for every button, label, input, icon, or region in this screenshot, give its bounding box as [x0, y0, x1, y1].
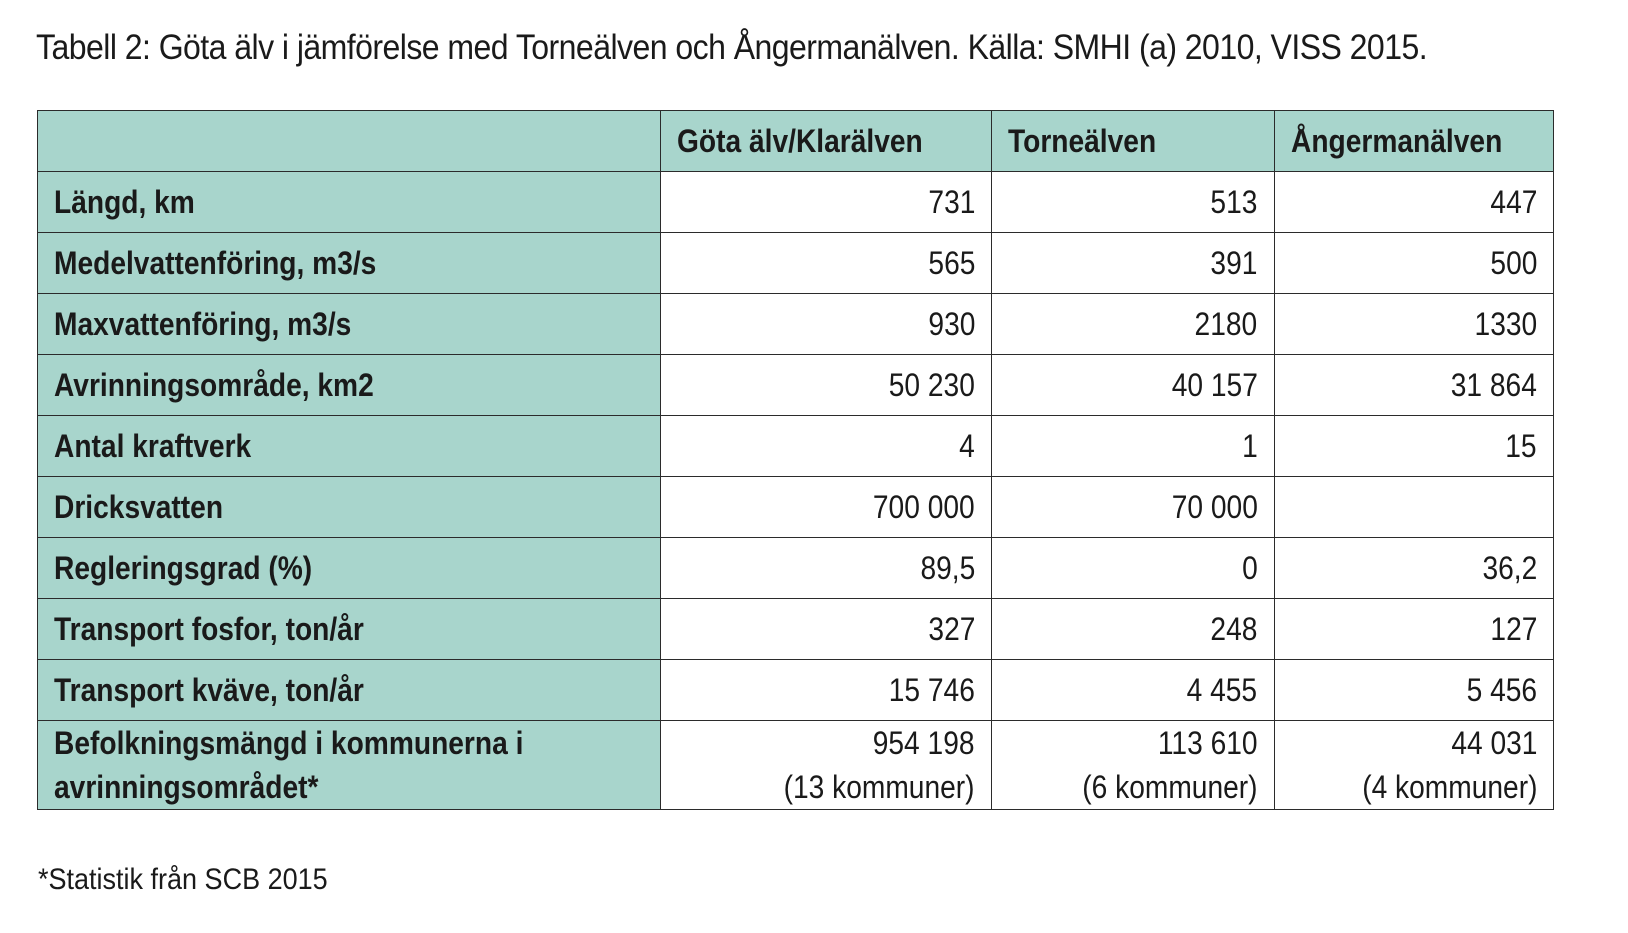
table-cell: 565 — [661, 233, 992, 294]
table-row — [38, 538, 1554, 599]
table-cell: 248 — [992, 599, 1275, 660]
table-row — [38, 355, 1554, 416]
table-cell: 89,5 — [661, 538, 992, 599]
table-cell: 127 — [1274, 599, 1553, 660]
table-cell: 954 198 (13 kommuner) — [661, 721, 992, 810]
table-cell: 15 — [1274, 416, 1553, 477]
table-cell: 1 — [992, 416, 1275, 477]
footnote: *Statistik från SCB 2015 — [38, 863, 328, 896]
column-header-gota-alv: Göta älv/Klarälven — [661, 111, 992, 172]
row-label: Medelvattenföring, m3/s — [38, 233, 661, 294]
table-cell: 113 610 (6 kommuner) — [992, 721, 1275, 810]
table-cell: 50 230 — [661, 355, 992, 416]
table-row-population — [38, 721, 1554, 810]
table-cell: 731 — [661, 172, 992, 233]
table-cell: 44 031 (4 kommuner) — [1274, 721, 1553, 810]
table-cell: 391 — [992, 233, 1275, 294]
table-cell: 447 — [1274, 172, 1553, 233]
table-cell: 4 455 — [992, 660, 1275, 721]
row-label: Befolkningsmängd i kommunerna i avrinningsområdet* — [38, 721, 661, 810]
table-row — [38, 599, 1554, 660]
row-label: Regleringsgrad (%) — [38, 538, 661, 599]
table-cell: 513 — [992, 172, 1275, 233]
table-cell: 15 746 — [661, 660, 992, 721]
row-label: Transport fosfor, ton/år — [38, 599, 661, 660]
table-cell: 1330 — [1274, 294, 1553, 355]
table-cell: 36,2 — [1274, 538, 1553, 599]
row-label: Transport kväve, ton/år — [38, 660, 661, 721]
table-cell: 5 456 — [1274, 660, 1553, 721]
table-row — [38, 233, 1554, 294]
table-cell: 31 864 — [1274, 355, 1553, 416]
table-cell: 2180 — [992, 294, 1275, 355]
table-cell: 327 — [661, 599, 992, 660]
table-cell: 930 — [661, 294, 992, 355]
table-row — [38, 172, 1554, 233]
row-label: Längd, km — [38, 172, 661, 233]
table-header-row — [38, 111, 1554, 172]
table-cell: 700 000 — [661, 477, 992, 538]
row-label: Avrinningsområde, km2 — [38, 355, 661, 416]
table-cell: 70 000 — [992, 477, 1275, 538]
table-cell: 500 — [1274, 233, 1553, 294]
table-row — [38, 477, 1554, 538]
row-label: Dricksvatten — [38, 477, 661, 538]
column-header-tornealven: Torneälven — [992, 111, 1275, 172]
table-caption: Tabell 2: Göta älv i jämförelse med Torneälven och Ångermanälven. Källa: SMHI (a) 2010, VISS 2015. — [36, 28, 1428, 67]
table-cell: 4 — [661, 416, 992, 477]
column-header-angermanalven: Ångermanälven — [1274, 111, 1553, 172]
table-cell: 0 — [992, 538, 1275, 599]
row-label: Maxvattenföring, m3/s — [38, 294, 661, 355]
table-row — [38, 416, 1554, 477]
row-label: Antal kraftverk — [38, 416, 661, 477]
column-header-empty — [38, 111, 661, 172]
table-cell — [1274, 477, 1553, 538]
comparison-table — [37, 110, 1554, 810]
table-row — [38, 660, 1554, 721]
table-cell: 40 157 — [992, 355, 1275, 416]
table-row — [38, 294, 1554, 355]
